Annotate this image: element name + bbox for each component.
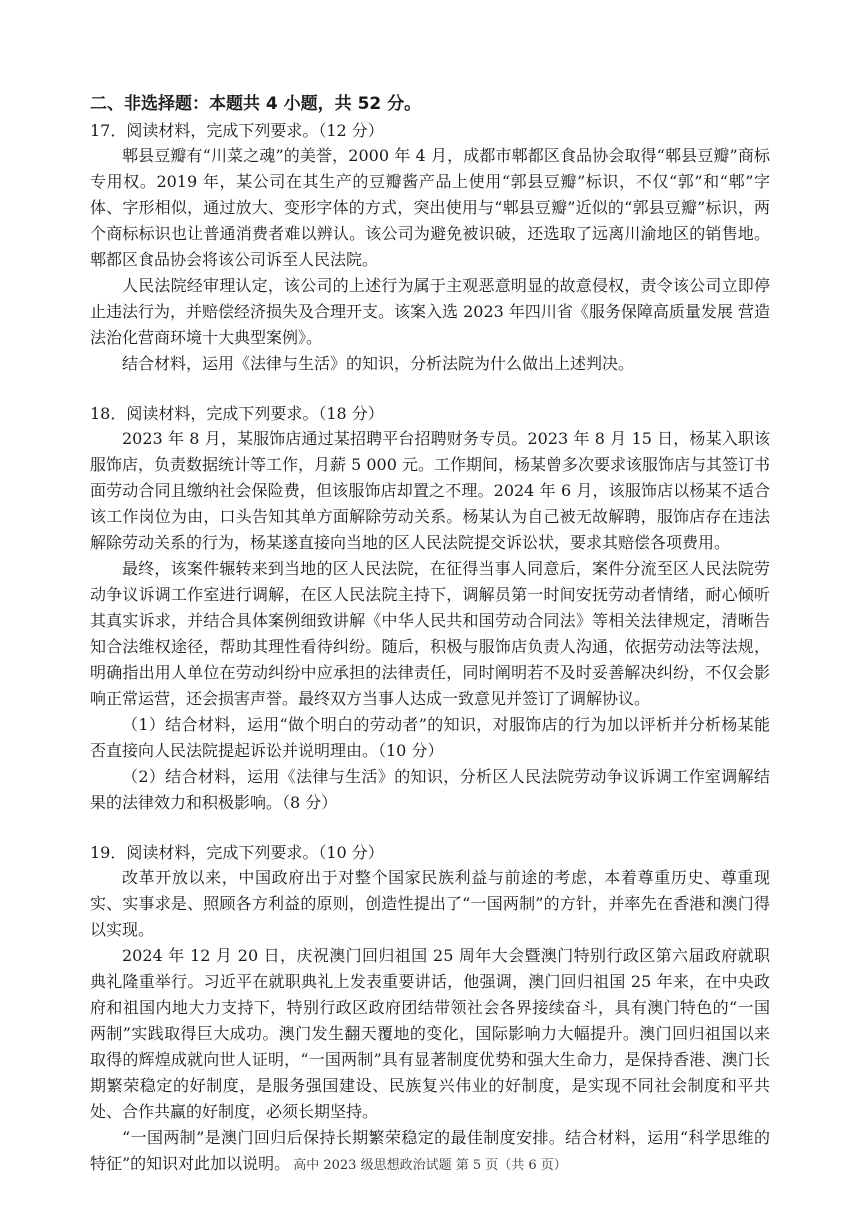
page-footer: 高中 2023 级思想政治试题 第 5 页（共 6 页） [293,1158,567,1173]
question-19 [90,840,770,1177]
question-17 [90,118,770,377]
question-18-heading: 18．阅读材料，完成下列要求。（18 分） [90,404,384,423]
spacer [90,377,770,401]
question-18 [90,401,770,816]
spacer [90,816,770,840]
section-title: 二、非选择题：本题共 4 小题，共 52 分。 [90,94,422,114]
question-18-paragraph-1: 2023 年 8 月，某服饰店通过某招聘平台招聘财务专员。2023 年 8 月 15 日，杨某入职该服饰店，负责数据统计等工作，月薪 5 000 元。工作期间，杨某曾多次要求该服饰店与其签订书面劳动合同且缴纳社会保险费，但该服饰店却置之不理。2024 年 6 月，该服饰店以杨某不适合该工作岗位为由，口头告知其单方面解除劳动关系。杨某认为自己被无故解聘，服饰店存在违法解除劳动关系的行为，杨某遂直接向当地的区人民法院提交诉讼状，要求其赔偿各项费用。 [90,429,770,552]
question-17-paragraph-1: 郫县豆瓣有“川菜之魂”的美誉，2000 年 4 月，成都市郫都区食品协会取得“郫县豆瓣”商标专用权。2019 年，某公司在其生产的豆瓣酱产品上使用“郭县豆瓣”标识，不仅“郭”和“郫”字体、字形相似，通过放大、变形字体的方式，突出使用与“郫县豆瓣”近似的“郭县豆瓣”标识，两个商标标识也让普通消费者难以辨认。该公司为避免被识破，还选取了远离川渝地区的销售地。郫都区食品协会将该公司诉至人民法院。 [90,146,770,269]
question-18-subquestion-2: （2）结合材料，运用《法律与生活》的知识，分析区人民法院劳动争议诉调工作室调解结果的法律效力和积极影响。（8 分） [90,767,770,812]
question-19-paragraph-1: 改革开放以来，中国政府出于对整个国家民族利益与前途的考虑，本着尊重历史、尊重现实、实事求是、照顾各方利益的原则，创造性提出了“一国两制”的方针，并率先在香港和澳门得以实现。 [90,868,770,939]
question-17-paragraph-2: 人民法院经审理认定，该公司的上述行为属于主观恶意明显的故意侵权，责令该公司立即停止违法行为，并赔偿经济损失及合理开支。该案入选 2023 年四川省《服务保障高质量发展 营造法治化营商环境十大典型案例》。 [90,276,770,347]
question-19-heading: 19．阅读材料，完成下列要求。（10 分） [90,843,384,862]
question-18-paragraph-2: 最终，该案件辗转来到当地的区人民法院，在征得当事人同意后，案件分流至区人民法院劳动争议诉调工作室进行调解，在区人民法院主持下，调解员第一时间安抚劳动者情绪，耐心倾听其真实诉求，并结合具体案例细致讲解《中华人民共和国劳动合同法》等相关法律规定，清晰告知合法维权途径，帮助其理性看待纠纷。随后，积极与服饰店负责人沟通，依据劳动法等法规，明确指出用人单位在劳动纠纷中应承担的法律责任，同时阐明若不及时妥善解决纠纷，不仅会影响正常运营，还会损害声誉。最终双方当事人达成一致意见并签订了调解协议。 [90,559,770,708]
question-17-prompt: 结合材料，运用《法律与生活》的知识，分析法院为什么做出上述判决。 [122,354,635,373]
question-17-heading: 17．阅读材料，完成下列要求。（12 分） [90,121,384,140]
question-18-subquestion-1: （1）结合材料，运用“做个明白的劳动者”的知识，对服饰店的行为加以评析并分析杨某能否直接向人民法院提起诉讼并说明理由。（10 分） [90,715,770,760]
page-content [90,92,770,1177]
question-19-prompt: “一国两制”是澳门回归后保持长期繁荣稳定的最佳制度安排。结合材料，运用“科学思维的特征”的知识对此加以说明。 [90,1128,770,1173]
question-19-paragraph-2: 2024 年 12 月 20 日，庆祝澳门回归祖国 25 周年大会暨澳门特别行政区第六届政府就职典礼隆重举行。习近平在就职典礼上发表重要讲话，他强调，澳门回归祖国 25 年来，在中央政府和祖国内地大力支持下，特别行政区政府团结带领社会各界接续奋斗，具有澳门特色的“一国两制”实践取得巨大成功。澳门发生翻天覆地的变化，国际影响力大幅提升。澳门回归祖国以来取得的辉煌成就向世人证明，“一国两制”具有显著制度优势和强大生命力，是保持香港、澳门长期繁荣稳定的好制度，是服务强国建设、民族复兴伟业的好制度，是实现不同社会制度和平共处、合作共赢的好制度，必须长期坚持。 [90,946,770,1121]
